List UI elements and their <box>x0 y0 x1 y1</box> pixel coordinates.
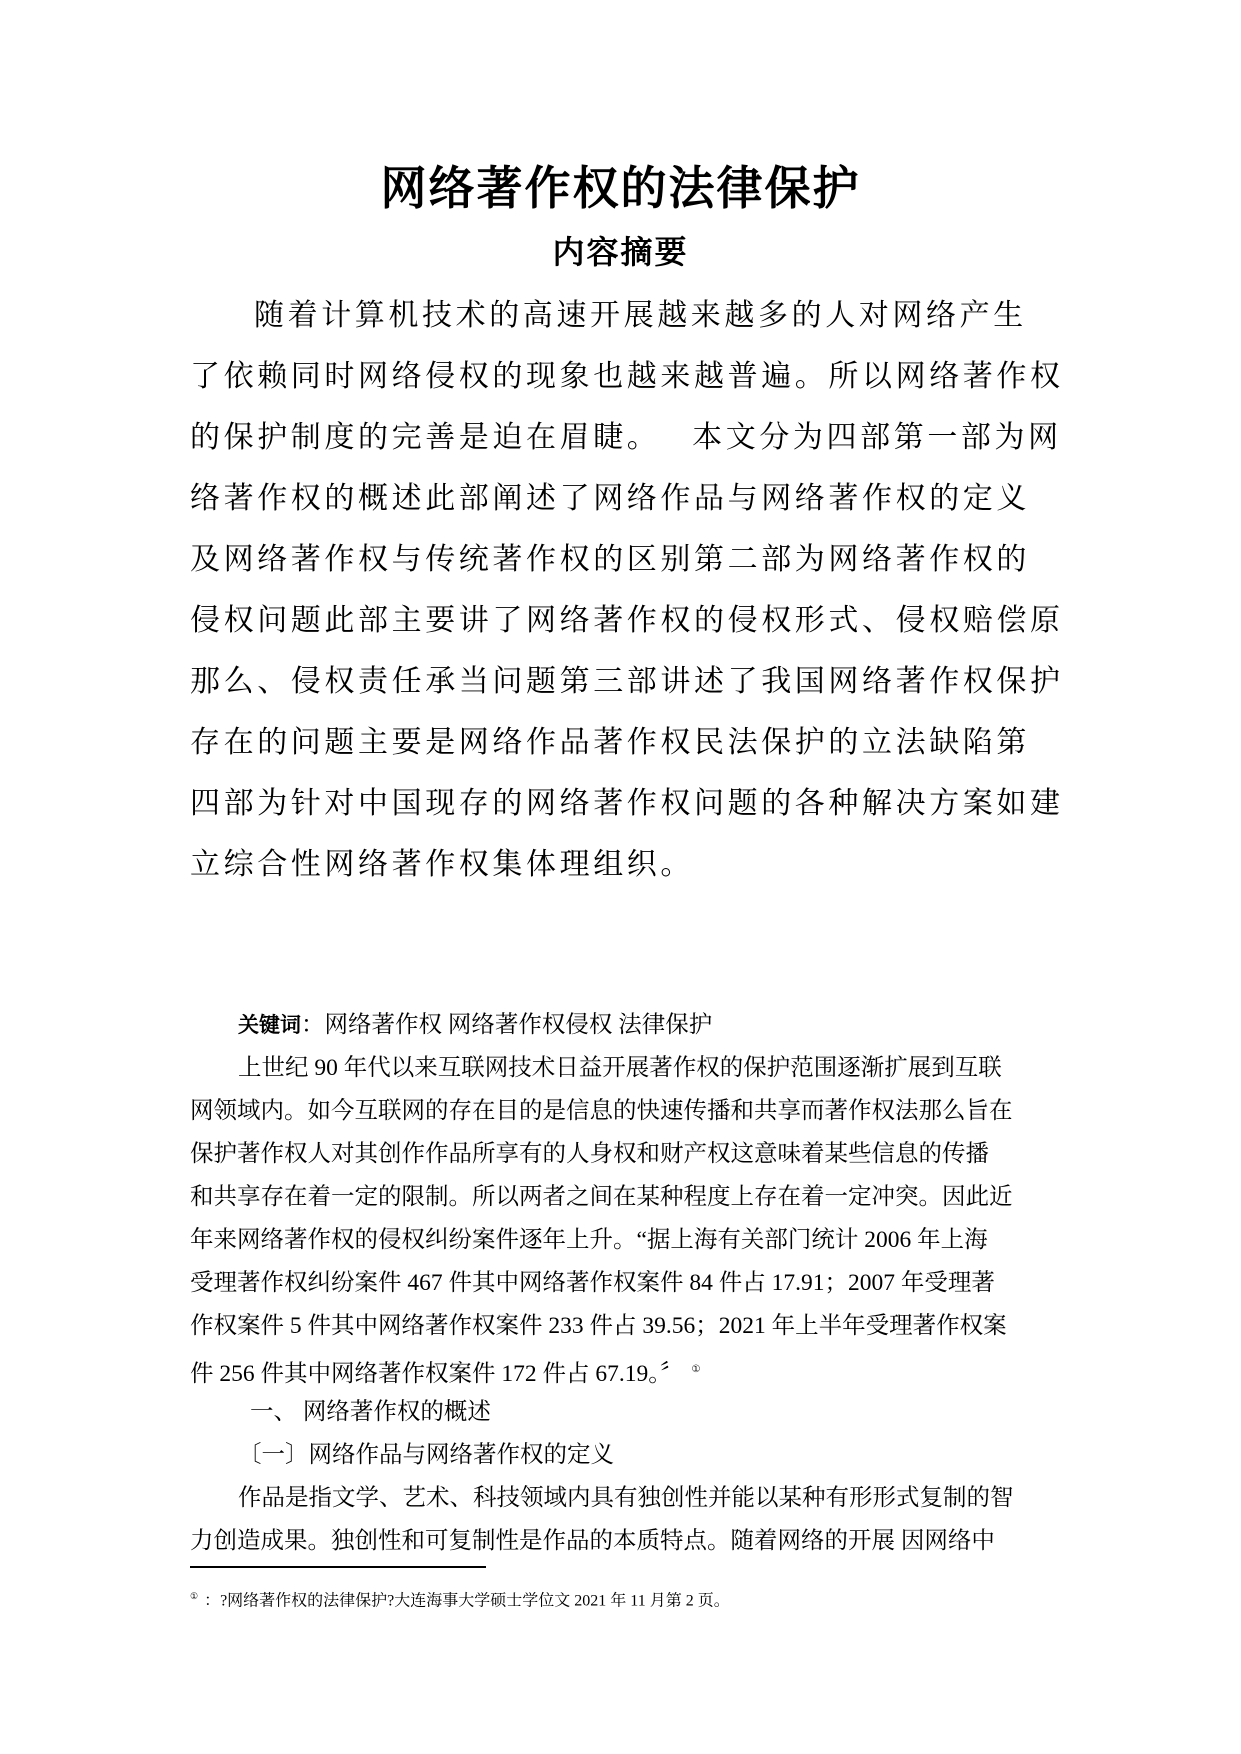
body-line: 和共享存在着一定的限制。所以两者之间在某种程度上存在着一定冲突。因此近 <box>190 1184 1013 1210</box>
footnote-mark: ① <box>190 1591 199 1601</box>
abstract-line: 立综合性网络著作权集体理组织。 <box>190 847 694 882</box>
abstract-line: 随着计算机技术的高速开展越来越多的人对网络产生 <box>254 298 1027 333</box>
body-line: 力创造成果。独创性和可复制性是作品的本质特点。随着网络的开展 因网络中 <box>190 1528 995 1554</box>
abstract-heading: 内容摘要 <box>552 233 689 271</box>
document-title: 网络著作权的法律保护 <box>380 161 861 215</box>
abstract-line: 络著作权的概述此部阐述了网络作品与网络著作权的定义 <box>190 481 1030 516</box>
body-line: 保护著作权人对其创作作品所享有的人身权和财产权这意味着某些信息的传播 <box>190 1141 989 1167</box>
abstract-line: 四部为针对中国现存的网络著作权问题的各种解决方案如建 <box>190 786 1064 821</box>
footnote-divider <box>190 1566 486 1568</box>
section-heading: 一、 网络著作权的概述 <box>250 1399 491 1425</box>
abstract-line: 那么、侵权责任承当问题第三部讲述了我国网络著作权保护 <box>190 664 1064 699</box>
abstract-line: 了依赖同时网络侵权的现象也越来越普遍。所以网络著作权 <box>190 359 1064 394</box>
body-line: 作品是指文学、艺术、科技领域内具有独创性并能以某种有形形式复制的智 <box>238 1485 1014 1511</box>
keywords-label: 关键词 <box>238 1013 301 1037</box>
footnote <box>190 1584 1070 1613</box>
body-line: 年来网络著作权的侵权纠纷案件逐年上升。“据上海有关部门统计 2006 年上海 <box>190 1227 988 1253</box>
abstract-line: 存在的问题主要是网络作品著作权民法保护的立法缺陷第 <box>190 725 1030 760</box>
keywords-text: ：网络著作权 网络著作权侵权 法律保护 <box>301 1012 713 1038</box>
abstract-line: 的保护制度的完善是迫在眉睫。 本文分为四部第一部为网 <box>190 420 1062 455</box>
abstract-paragraph <box>190 285 1070 895</box>
body-line-last <box>190 1348 1060 1391</box>
body-line: 作权案件 5 件其中网络著作权案件 233 件占 39.56；2021 年上半年受理著作权案 <box>190 1313 1007 1339</box>
abstract-line: 侵权问题此部主要讲了网络著作权的侵权形式、侵权赔偿原 <box>190 603 1064 638</box>
body-line: 受理著作权纠纷案件 467 件其中网络著作权案件 84 件占 17.91；2007 年受理著 <box>190 1270 995 1296</box>
body-line: 上世纪 90 年代以来互联网技术日益开展著作权的保护范围逐渐扩展到互联 <box>238 1055 1002 1081</box>
footnote-reference[interactable]: ① <box>691 1364 701 1375</box>
body-text <box>190 1004 1060 1563</box>
footnote-text: ：?网络著作权的法律保护?大连海事大学硕士学位文 2021 年 11 月第 2 页。 <box>204 1592 730 1610</box>
abstract-line: 及网络著作权与传统著作权的区别第二部为网络著作权的 <box>190 542 1030 577</box>
body-line: 网领域内。如今互联网的存在目的是信息的快速传播和共享而著作权法那么旨在 <box>190 1098 1013 1124</box>
body-line-text: 件 256 件其中网络著作权案件 172 件占 67.19。〞 <box>190 1360 684 1387</box>
subsection-heading: 〔一〕网络作品与网络著作权的定义 <box>238 1442 614 1468</box>
keywords-line <box>190 1004 1060 1047</box>
